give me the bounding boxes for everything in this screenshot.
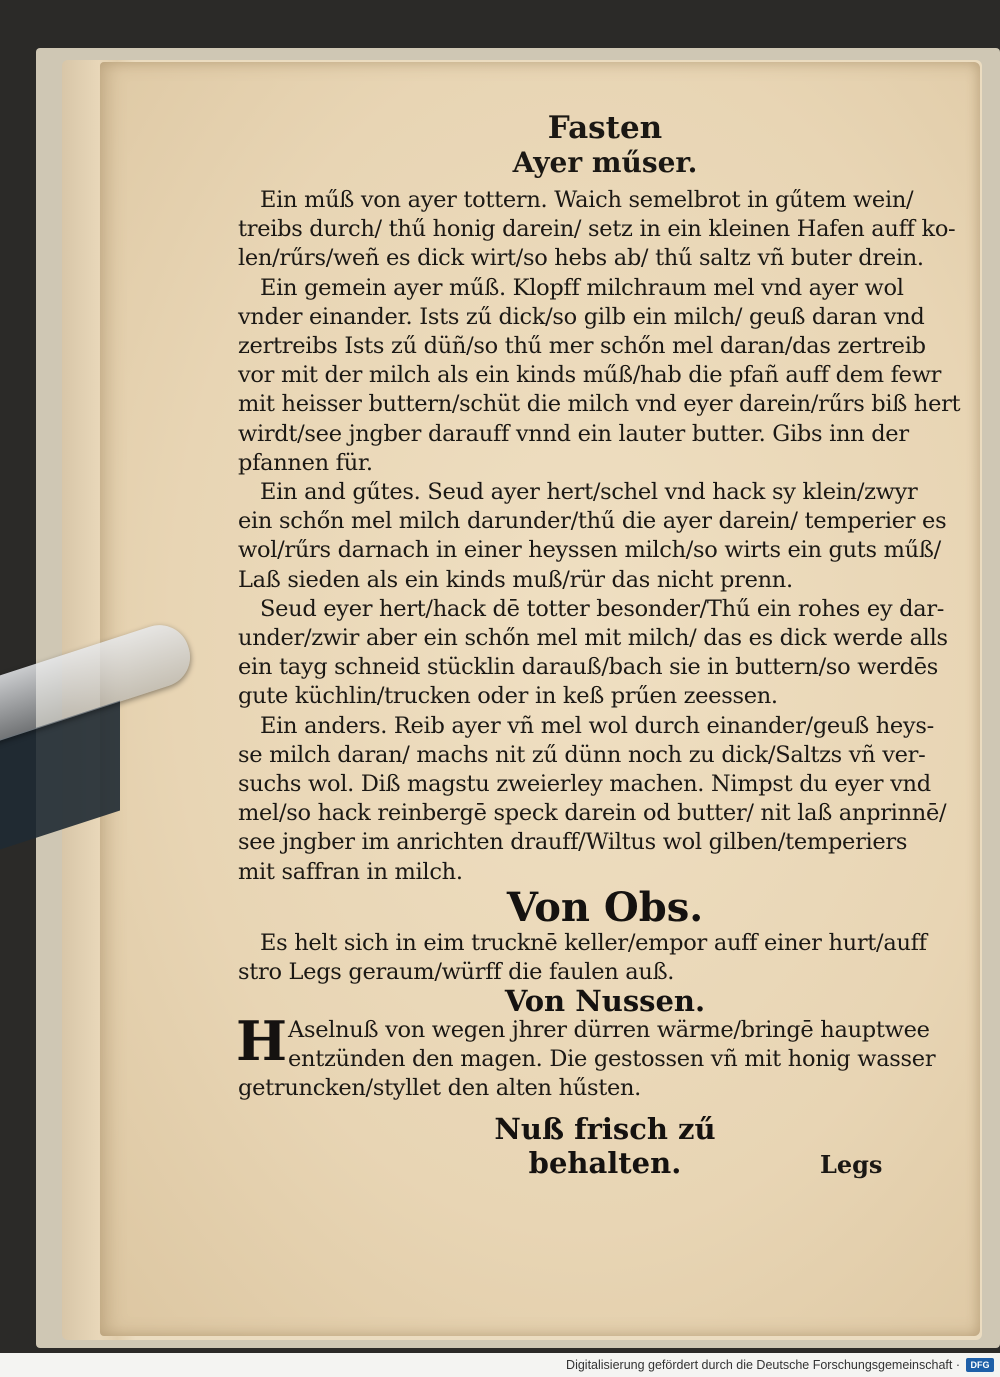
running-head: Fasten	[547, 110, 663, 146]
text-line: zertreibs Ists zű düñ/so thű mer schőn mel daran/das zertreib	[238, 333, 926, 359]
text-line: stro Legs geraum/würff die faulen auß.	[238, 959, 675, 985]
dfg-logo: DFG	[966, 1358, 994, 1372]
text-line: vnder einander. Ists zű dick/so gilb ein milch/ geuß daran vnd	[238, 303, 925, 330]
text-line: getruncken/styllet den alten hűsten.	[238, 1075, 642, 1101]
text-line: mit saffran in milch.	[238, 858, 463, 885]
text-line: see jngber im anrichten drauff/Wiltus wol gilben/temperiers	[238, 829, 908, 856]
catchword: Legs	[820, 1150, 883, 1179]
text-line: Seud eyer hert/hack dē totter besonder/Thű ein rohes ey dar-	[260, 595, 945, 622]
text-line: suchs wol. Diß magstu zweierley machen. Nimpst du eyer vnd	[238, 771, 931, 797]
footer-bar	[0, 1353, 1000, 1377]
section-heading-nussen: Von Nussen.	[504, 984, 706, 1018]
text-line: Es helt sich in eim trucknē keller/empor auff einer hurt/auff	[260, 930, 927, 956]
text-line: mit heisser buttern/schüt die milch vnd eyer darein/rűrs biß hert	[238, 391, 961, 418]
text-line: treibs durch/ thű honig darein/ setz in ein kleinen Hafen auff ko-	[238, 216, 956, 243]
text-line: len/rűrs/weñ es dick wirt/so hebs ab/ thű saltz vñ buter drein.	[238, 245, 924, 272]
text-line: Laß sieden als ein kinds muß/rür das nicht prenn.	[238, 566, 793, 593]
section-heading-obs: Von Obs.	[506, 884, 704, 931]
text-line: under/zwir aber ein schőn mel mit milch/ das es dick werde alls	[238, 625, 948, 651]
text-line: pfannen für.	[238, 449, 373, 476]
text-line: wol/rűrs darnach in einer heyssen milch/so wirts ein guts műß/	[238, 537, 941, 564]
text-line: Ein and gűtes. Seud ayer hert/schel vnd hack sy klein/zwyr	[260, 479, 918, 505]
text-line: se milch daran/ machs nit zű dünn noch zu dick/Saltzs vñ ver-	[238, 741, 926, 768]
text-line: wirdt/see jngber darauff vnnd ein lauter butter. Gibs inn der	[238, 420, 909, 447]
text-line: mel/so hack reinbergē speck darein od butter/ nit laß anprinnē/	[238, 800, 947, 827]
section-heading-ayer-muser: Ayer műser.	[512, 146, 698, 179]
text-line: gute küchlin/trucken oder in keß prűen zeessen.	[238, 683, 778, 710]
footer-credit: Digitalisierung gefördert durch die Deutsche Forschungsgemeinschaft ·	[566, 1358, 960, 1372]
section-heading-nuss-frisch: Nuß frisch zű behalten.	[494, 1112, 716, 1180]
text-line: vor mit der milch als ein kinds műß/hab die pfañ auff dem fewr	[238, 362, 942, 389]
text-line: Ein műß von ayer tottern. Waich semelbrot in gűtem wein/	[260, 187, 914, 213]
text-line: ein tayg schneid stücklin darauß/bach sie in buttern/so werdēs	[238, 654, 938, 681]
text-line: Ein gemein ayer műß. Klopff milchraum mel vnd ayer wol	[260, 274, 904, 301]
text-line: entzünden den magen. Die gestossen vñ mit honig wasser	[288, 1046, 936, 1072]
drop-capital: H	[236, 1009, 288, 1073]
text-line: Aselnuß von wegen jhrer dürren wärme/bringē hauptwee	[288, 1017, 930, 1043]
text-line: Ein anders. Reib ayer vñ mel wol durch einander/geuß heys-	[260, 712, 934, 739]
text-line: ein schőn mel milch darunder/thű die ayer darein/ temperier es	[238, 508, 947, 535]
